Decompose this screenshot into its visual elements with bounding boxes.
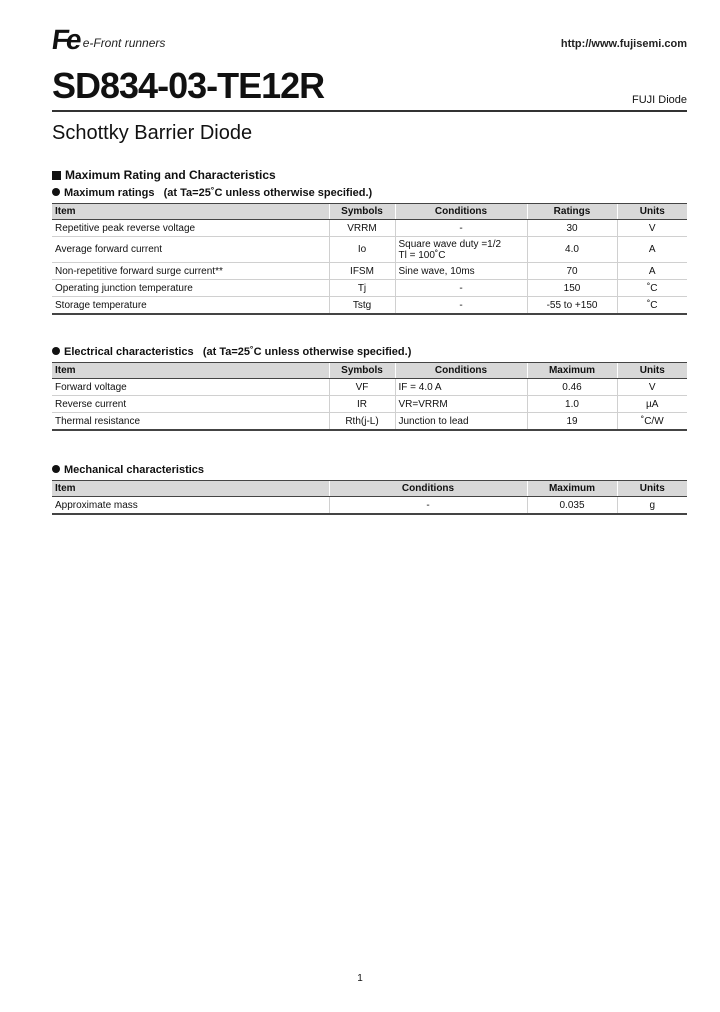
value-cell: 0.035 — [527, 497, 617, 515]
table-row — [52, 263, 687, 280]
column-header: Units — [617, 204, 687, 220]
table-row — [52, 497, 687, 515]
table-header-row — [52, 481, 687, 497]
document-subtitle: Schottky Barrier Diode — [52, 122, 253, 144]
conditions-cell: - — [395, 280, 527, 297]
conditions-cell: Sine wave, 10ms — [395, 263, 527, 280]
column-header: Symbols — [329, 204, 395, 220]
table-row — [52, 413, 687, 431]
unit-cell: g — [617, 497, 687, 515]
column-header: Ratings — [527, 204, 617, 220]
conditions-line: Square wave duty =1/2 — [398, 238, 502, 250]
logo-mark: Fe — [49, 24, 81, 55]
item-cell: Non-repetitive forward surge current** — [52, 263, 329, 280]
symbol-cell: VRRM — [329, 220, 395, 237]
conditions-line: Tl = 100˚C — [398, 249, 446, 261]
unit-cell: ˚C/W — [617, 413, 687, 431]
table-row — [52, 297, 687, 315]
unit-cell: ˚C — [617, 280, 687, 297]
value-cell: 0.46 — [527, 379, 617, 396]
section-title: Maximum Rating and Characteristics — [65, 168, 276, 182]
unit-cell: A — [617, 237, 687, 263]
logo-tagline: e-Front runners — [82, 36, 166, 50]
column-header: Maximum — [527, 363, 617, 379]
electrical-note: (at Ta=25˚C unless otherwise specified.) — [202, 346, 412, 358]
section-heading — [52, 168, 276, 182]
column-header: Item — [52, 481, 329, 497]
value-cell: 30 — [527, 220, 617, 237]
brand-label: FUJI Diode — [631, 94, 687, 106]
mechanical-title: Mechanical characteristics — [64, 464, 205, 476]
max-ratings-note: (at Ta=25˚C unless otherwise specified.) — [163, 187, 373, 199]
symbol-cell: Tj — [329, 280, 395, 297]
conditions-cell: - — [329, 497, 527, 515]
value-cell: 1.0 — [527, 396, 617, 413]
conditions-cell: IF = 4.0 A — [395, 379, 527, 396]
page-number: 1 — [357, 973, 363, 984]
item-cell: Approximate mass — [52, 497, 329, 515]
conditions-cell: VR=VRRM — [395, 396, 527, 413]
conditions-cell: Junction to lead — [395, 413, 527, 431]
item-cell: Thermal resistance — [52, 413, 329, 431]
circle-bullet-icon — [52, 188, 60, 196]
title-divider — [52, 110, 687, 112]
conditions-cell: - — [395, 220, 527, 237]
item-cell: Repetitive peak reverse voltage — [52, 220, 329, 237]
table-row — [52, 379, 687, 396]
column-header: Maximum — [527, 481, 617, 497]
item-cell: Reverse current — [52, 396, 329, 413]
website-url[interactable]: http://www.fujisemi.com — [560, 38, 687, 50]
item-cell: Average forward current — [52, 237, 329, 263]
column-header: Units — [617, 363, 687, 379]
symbol-cell: VF — [329, 379, 395, 396]
circle-bullet-icon — [52, 465, 60, 473]
max-ratings-title: Maximum ratings — [64, 187, 155, 199]
table-header-row — [52, 363, 687, 379]
table-header-row — [52, 204, 687, 220]
table-row — [52, 396, 687, 413]
max-ratings-table — [52, 203, 687, 315]
mechanical-table — [52, 480, 687, 515]
value-cell: 4.0 — [527, 237, 617, 263]
max-ratings-heading — [52, 187, 372, 199]
column-header: Symbols — [329, 363, 395, 379]
item-cell: Storage temperature — [52, 297, 329, 315]
conditions-cell — [395, 237, 527, 263]
page-header — [49, 24, 687, 56]
value-cell: 150 — [527, 280, 617, 297]
column-header: Conditions — [395, 363, 527, 379]
item-cell: Forward voltage — [52, 379, 329, 396]
table-row — [52, 237, 687, 263]
electrical-table — [52, 362, 687, 431]
column-header: Conditions — [395, 204, 527, 220]
square-bullet-icon — [52, 171, 61, 180]
table-row — [52, 220, 687, 237]
unit-cell: V — [617, 379, 687, 396]
value-cell: 70 — [527, 263, 617, 280]
column-header: Item — [52, 204, 329, 220]
symbol-cell: Rth(j-L) — [329, 413, 395, 431]
part-number: SD834-03-TE12R — [52, 65, 325, 106]
unit-cell: ˚C — [617, 297, 687, 315]
unit-cell: µA — [617, 396, 687, 413]
electrical-heading — [52, 346, 411, 358]
item-cell: Operating junction temperature — [52, 280, 329, 297]
symbol-cell: IFSM — [329, 263, 395, 280]
column-header: Item — [52, 363, 329, 379]
table-row — [52, 280, 687, 297]
circle-bullet-icon — [52, 347, 60, 355]
symbol-cell: Tstg — [329, 297, 395, 315]
electrical-title: Electrical characteristics — [64, 346, 194, 358]
column-header: Conditions — [329, 481, 527, 497]
mechanical-heading — [52, 464, 204, 476]
column-header: Units — [617, 481, 687, 497]
fuji-logo — [49, 24, 166, 55]
unit-cell: A — [617, 263, 687, 280]
symbol-cell: IR — [329, 396, 395, 413]
value-cell: 19 — [527, 413, 617, 431]
symbol-cell: Io — [329, 237, 395, 263]
conditions-cell: - — [395, 297, 527, 315]
value-cell: -55 to +150 — [527, 297, 617, 315]
unit-cell: V — [617, 220, 687, 237]
